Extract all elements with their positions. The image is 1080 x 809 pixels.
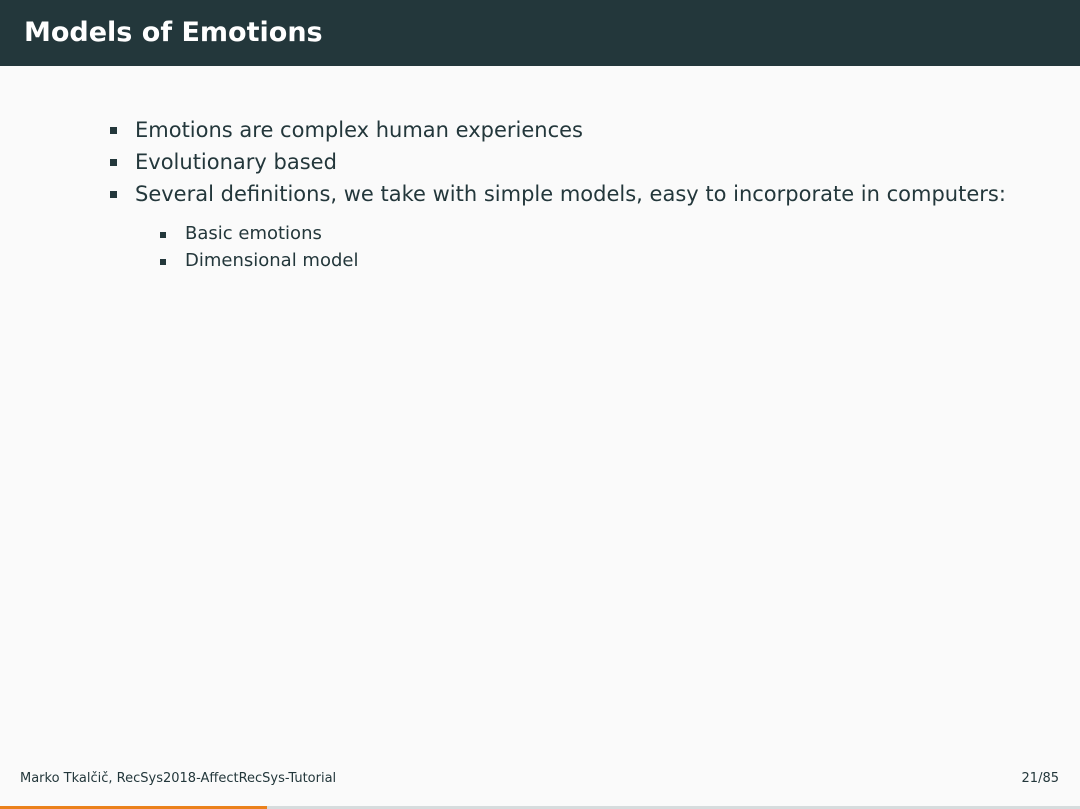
title-bar <box>0 0 1080 66</box>
sub-bullet-item: Dimensional model <box>185 250 359 271</box>
bullet-item: Emotions are complex human experiences <box>135 118 583 142</box>
bullet-item: Evolutionary based <box>135 150 337 174</box>
slide-title: Models of Emotions <box>24 17 323 48</box>
sub-bullet-item: Basic emotions <box>185 223 322 244</box>
sub-bullet-marker <box>160 259 166 265</box>
sub-bullet-marker <box>160 232 166 238</box>
bullet-marker <box>110 127 117 134</box>
bullet-marker <box>110 191 117 198</box>
bullet-marker <box>110 159 117 166</box>
footer-page-number: 21/85 <box>1021 771 1059 786</box>
footer-author-event: Marko Tkalčič, RecSys2018-AffectRecSys-Tutorial <box>20 771 337 786</box>
bullet-item: Several definitions, we take with simple models, easy to incorporate in computers: <box>135 182 1006 206</box>
